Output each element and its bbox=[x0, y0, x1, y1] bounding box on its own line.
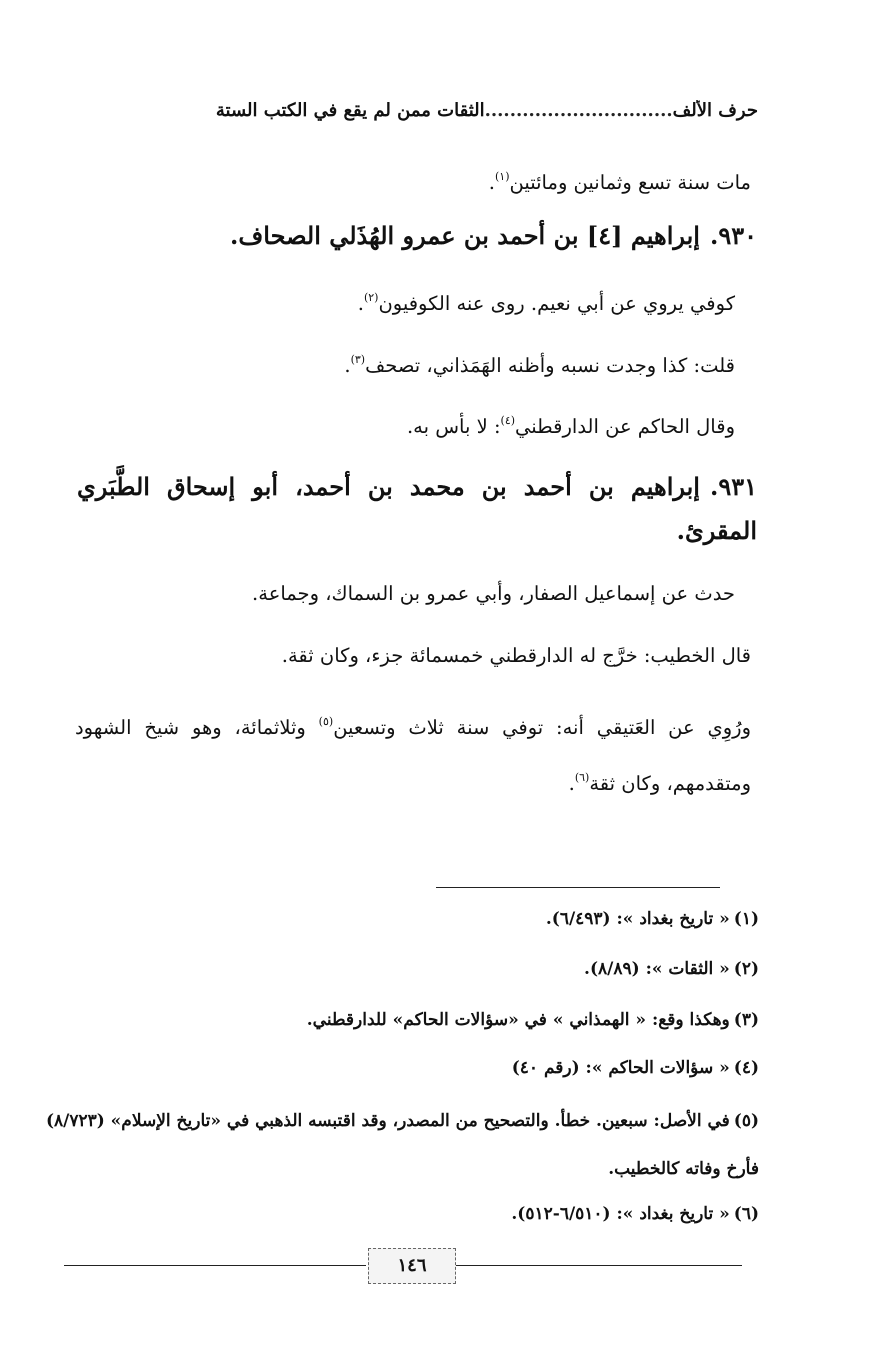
header-dots: .............................. bbox=[484, 100, 673, 121]
entry-931-line-2: قال الخطيب: خرَّج له الدارقطني خمسمائة جزء، وكان ثقة. bbox=[281, 644, 751, 667]
entry-930-line-3: وقال الحاكم عن الدارقطني$^{(٤)}$: لا بأس به. bbox=[406, 414, 735, 438]
death-line: مات سنة تسع وثمانين ومائتين$^{(١)}$. bbox=[488, 170, 751, 194]
entry-931-heading bbox=[77, 465, 757, 553]
entry-930-line-1: كوفي يروي عن أبي نعيم. روى عنه الكوفيون$^{(٢)}$. bbox=[357, 291, 735, 315]
book-title: الثقات ممن لم يقع في الكتب الستة bbox=[215, 100, 485, 121]
footnote-1: (١)« تاريخ بغداد »: (٦/٤٩٣). bbox=[545, 909, 759, 929]
footnote-marker: (٥) bbox=[318, 715, 334, 728]
entry-name: إبراهيم [٤] بن أحمد بن عمرو الهُذَلي الصحاف. bbox=[230, 221, 700, 250]
footnote-4: (٤)« سؤالات الحاكم »: (رقم ٤٠) bbox=[511, 1058, 759, 1078]
running-header bbox=[108, 100, 758, 121]
footnote-5: (٥)في الأصل: سبعين. خطأ. والتصحيح من المصدر، وقد اقتبسه الذهبي في «تاريخ الإسلام» (٨/٧٢٣) فأرخ وفاته كالخطيب. bbox=[45, 1111, 759, 1179]
footnote-marker: (٢) bbox=[363, 291, 379, 304]
entry-number: ٩٣٠. bbox=[709, 221, 757, 250]
page-number: ١٤٦ bbox=[368, 1248, 456, 1284]
chapter-title: حرف الألف bbox=[672, 100, 758, 121]
entry-931-line-3: ورُوِي عن العَتيقي أنه: توفي سنة ثلاث وتسعين$^{(٥)}$ وثلاثمائة، وهو شيخ الشهود ومتقدمهم، وكان ثقة$^{(٦)}$. bbox=[75, 715, 751, 795]
entry-930-line-2: قلت: كذا وجدت نسبه وأظنه الهَمَذاني، تصحف$^{(٣)}$. bbox=[344, 353, 735, 377]
entry-931-line-1: حدث عن إسماعيل الصفار، وأبي عمرو بن السماك، وجماعة. bbox=[252, 582, 735, 605]
footnote-separator bbox=[436, 887, 720, 888]
footnote-marker: (٤) bbox=[500, 414, 516, 427]
footnote-marker: (١) bbox=[495, 170, 510, 183]
entry-name: إبراهيم بن أحمد بن محمد بن أحمد، أبو إسحاق الطَّبَري المقرئ. bbox=[77, 472, 757, 545]
footnote-3: (٣)وهكذا وقع: « الهمذاني » في «سؤالات الحاكم» للدارقطني. bbox=[306, 1010, 759, 1030]
footnote-6: (٦)« تاريخ بغداد »: (٦/٥١٠-٥١٢). bbox=[511, 1204, 759, 1224]
bottom-rule-left bbox=[64, 1265, 366, 1266]
entry-number: ٩٣١. bbox=[709, 472, 757, 501]
entry-930-heading bbox=[77, 214, 757, 258]
bottom-rule-right bbox=[456, 1265, 742, 1266]
footnote-marker: (٦) bbox=[574, 771, 590, 784]
footnote-2: (٢)« الثقات »: (٨/٨٩). bbox=[584, 959, 759, 979]
footnote-marker: (٣) bbox=[350, 353, 366, 366]
